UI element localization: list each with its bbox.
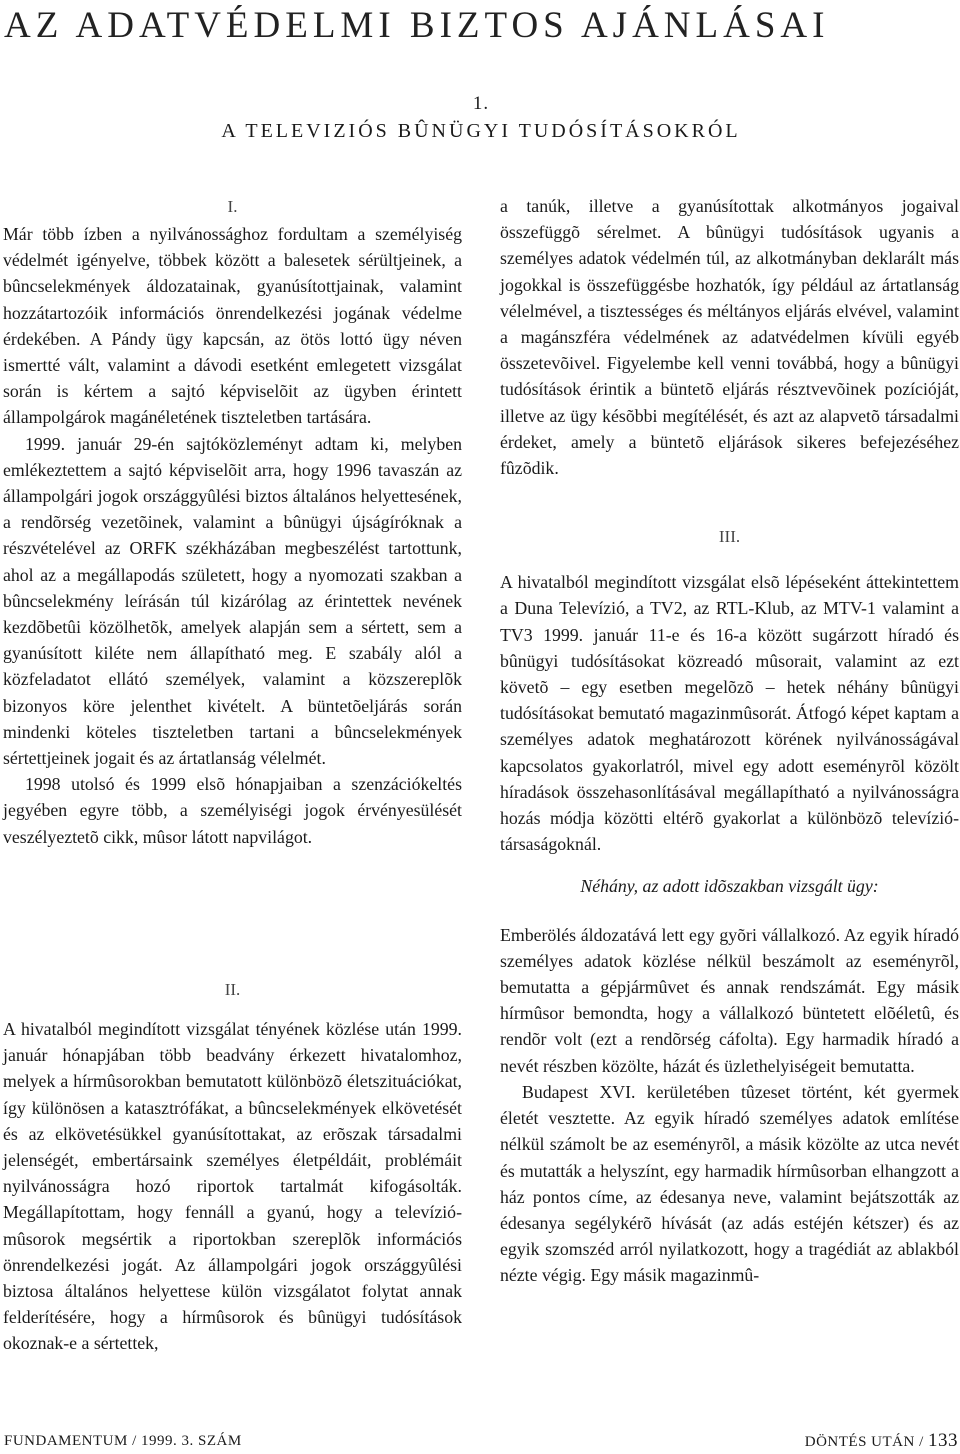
- part-1-heading: I.: [227, 197, 238, 216]
- paragraph: Budapest XVI. kerületében tûzeset történt, két gyermek életét vesztette. Az egyik híradó személyes adatok említése nélkül számolt be az eseményrõl, a másik közölte az utca nevét és mutatták a helyszínt, egy harmadik hírmûsorban elhangzott a ház pontos címe, az édesanya neve, valamint bejátszották az édesanya segélykérõ hívását (az adás estéjén kétszer) és az egyik szomszéd arról nyilatkozott, hogy a tragédiát az ablakból nézte végig. Egy másik magazinmû-: [500, 1081, 959, 1286]
- paragraph: A hivatalból megindított vizsgálat tényének közlése után 1999. január hónapjában több beadvány érkezett hivatalomhoz, melyek a hírmûsorokban bemutatott különbözõ életszituációkat, így különösen a katasztrófákat, a bûncselekmények elkövetését és az elkövetésükkel gyanúsítottakat, az erõszak társadalmi jelenségét, embertársaink személyes életpéldáit, problémáit nyilvánosságra hozó riportok tartalmát kifogásolták. Megállapítottam, hogy fennáll a gyanú, hogy a televízió-mûsorok megsértik a riportokban szereplõk információs önrendelkezési jogát. Az állampolgári jogok országgyûlési biztosa általános helyettese külön vizsgálatot folytat annak felderítésére, hogy a hírmûsorok és bûnügyi tudósítások okoznak-e a sértettek,: [3, 1019, 462, 1354]
- section-title: A TELEVIZIÓS BÛNÜGYI TUDÓSÍTÁSOKRÓL: [221, 120, 741, 142]
- left-column: [3, 193, 462, 850]
- part-3-heading: III.: [718, 527, 741, 547]
- paragraph: 1998 utolsó és 1999 elsõ hónapjaiban a szenzációkeltés jegyében egyre több, a személyiségi jogok érvényesülését veszélyeztetõ cikk, mûsor látott napvilágot.: [3, 774, 462, 847]
- section-number: 1.: [472, 93, 490, 114]
- page-title: AZ ADATVÉDELMI BIZTOS AJÁNLÁSAI: [4, 5, 830, 46]
- paragraph: 1999. január 29-én sajtóközleményt adtam ki, melyben emlékeztettem a sajtó képviselõit arra, hogy 1996 tavaszán az állampolgári jogok országgyûlési biztos általános helyettesének, a rendõrség vezetõinek, valamint a bûnügyi újságíróknak a részvételével az ORFK székházában megbeszélést tartottunk, ahol az a megállapodás született, hogy a nyomozati szakban a bûncselekmény leírásán túl kizárólag az érintettek nevének kezdõbetûi közölhetõk, amelyek alapján sem a sértett, sem a gyanúsított kiléte nem állapítható meg. E szabály alól a közfeladatot ellátó személyek, valamint a közszereplõk bizonyos köre jelenthet kivételt. A büntetõeljárás során mindenki köteles tiszteletben tartani a bûncselekmények sértettjeinek jogait és az ártatlanság vélelmét.: [3, 433, 462, 769]
- paragraph: Emberölés áldozatává lett egy gyõri vállalkozó. Az egyik híradó személyes adatok közlése nélkül beszámolt az eseményrõl, bemutatta a gépjármûvet és annak rendszámát. Egy másik hírmûsor bemondta, hogy a vállalkozó büntetett elõéletû, és rendõr volt (ezt a rendõrség cáfolta). Egy harmadik híradó a nevét részben közölte, házát és üzlethelyiségeit bemutatta.: [500, 924, 959, 1076]
- page-number: 133: [928, 1430, 958, 1451]
- footer-section: [805, 1432, 958, 1451]
- footer-section-label: DÖNTÉS UTÁN /: [804, 1434, 928, 1450]
- paragraph: A hivatalból megindított vizsgálat elsõ lépéseként áttekintettem a Duna Televízió, a TV2, az RTL-Klub, az MTV-1 valamint a TV3 1999. január 11-e és 16-a között sugárzott híradó és bûnügyi tudósításokat közreadó mûsorait, valamint az ezt követõ – egy esetben megelõzõ – hetek néhány bûnügyi tudósításokat bemutató magazinmûsorát. Átfogó képet kaptam a személyes adatok meghatározott körének nyilvánosságával kapcsolatos gyakorlatról, mivel egy adott eseményrõl közölt híradások összehasonlításával megállapítható a nyilvánosságra hozás módja közötti eltérõ gyakorlat a különbözõ televízió-társaságoknál.: [500, 572, 959, 855]
- left-column-lower: [3, 976, 462, 1357]
- right-column: [500, 193, 959, 1289]
- footer-journal: FUNDAMENTUM / 1999. 3. SZÁM: [4, 1433, 242, 1449]
- paragraph: Már több ízben a nyilvánossághoz fordultam a személyiség védelmét igényelve, többek között a balesetek sérültjeinek, a bûncselekmények áldozatainak, gyanúsítottjainak, valamint hozzátartozóik információs önrendelkezési jogának védelme érdekében. A Pándy ügy kapcsán, az ötös lottó ügy néven ismertté vált, valamint a dávodi esetként emlegetett vizsgálat során is kértem a sajtó képviselõit az ügyben érintett állampolgárok magánéletének tiszteletben tartására.: [3, 224, 462, 428]
- cases-subheading: Néhány, az adott idõszakban vizsgált ügy:: [580, 876, 879, 897]
- paragraph: a tanúk, illetve a gyanúsítottak alkotmányos jogaival összefüggõ sérelmet. A bûnügyi tudósítások ugyanis a személyes adatok védelmén túl, az alkotmányban deklarált más jogokkal is összefüggésbe hozhatók, így például az ártatlanság vélelmével, a tisztességes és méltányos eljárás elvével, valamint a magánszféra védelmének az adatvédelmen kívüli egyéb összetevõivel. Figyelembe kell venni továbbá, hogy a bûnügyi tudósítások érintik a büntetõ eljárás résztvevõinek pozícióját, illetve az ügy késõbbi megítélését, és azt az alapvetõ társadalmi érdeket, amely a büntetõ eljárások sikeres befejezéséhez fûzõdik.: [500, 196, 959, 479]
- part-2-heading: II.: [224, 980, 241, 999]
